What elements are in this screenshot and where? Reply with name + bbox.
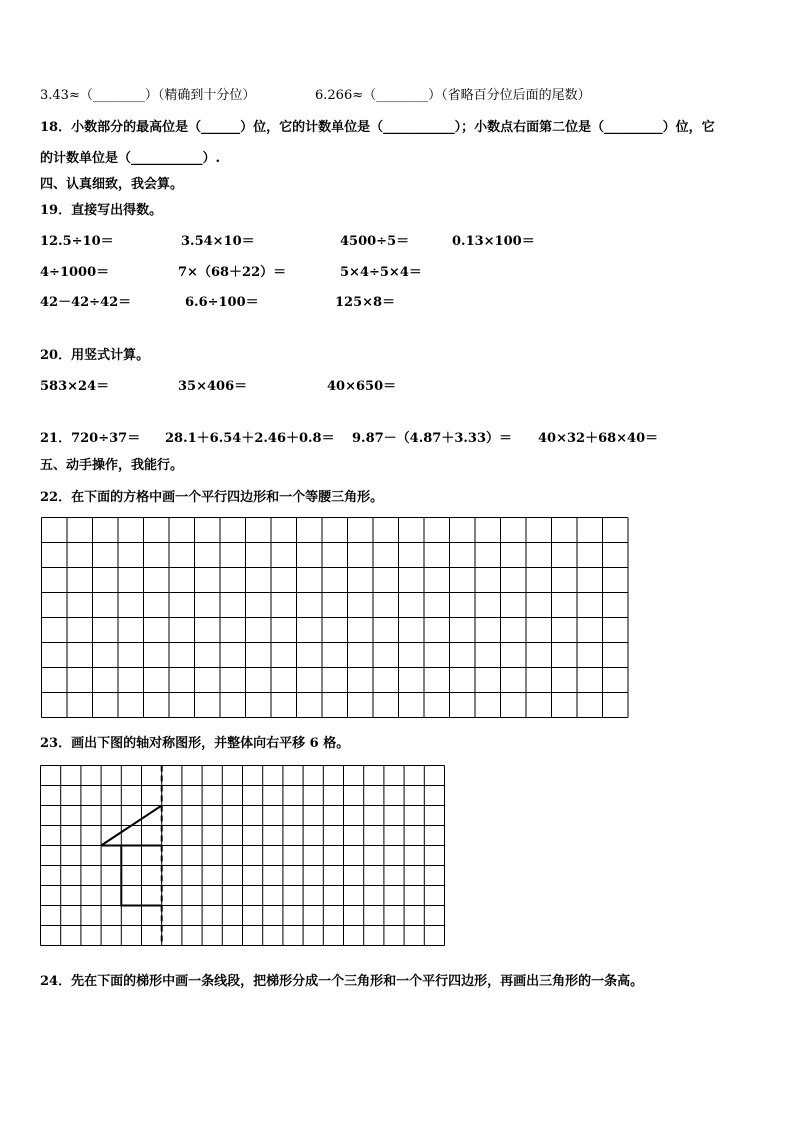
section-4-heading: 四、认真细致，我会算。 xyxy=(40,177,184,192)
q22-grid-svg xyxy=(41,517,629,719)
q21-item-1: 21．720÷37＝ xyxy=(40,431,141,446)
q20-title: 20．用竖式计算。 xyxy=(40,348,150,363)
section-5-heading: 五、动手操作，我能行。 xyxy=(40,458,184,473)
q19-r2-c2: 7×（68＋22）＝ xyxy=(178,265,287,280)
q23-grid xyxy=(40,765,448,948)
q19-r1-c4: 0.13×100＝ xyxy=(452,234,535,249)
q21-item-3: 9.87－（4.87＋3.33）＝ xyxy=(352,431,512,446)
q24-title: 24．先在下面的梯形中画一条线段，把梯形分成一个三角形和一个平行四边形，再画出三角形的一条高。 xyxy=(40,974,644,989)
q17-a-expression: 3.43≈（________）（精确到十分位） xyxy=(40,88,256,103)
q19-r1-c1: 12.5÷10＝ xyxy=(40,234,114,249)
q21-item-2: 28.1＋6.54＋2.46＋0.8＝ xyxy=(165,431,335,446)
q17-b-expression: 6.266≈（________）（省略百分位后面的尾数） xyxy=(315,88,591,103)
q22-title: 22．在下面的方格中画一个平行四边形和一个等腰三角形。 xyxy=(40,490,384,505)
q19-r2-c3: 5×4÷5×4＝ xyxy=(340,265,422,280)
q18-line1: 18．小数部分的最高位是（______）位，它的计数单位是（___________）；小数点右面第二位是（_________）位，它 xyxy=(40,120,715,135)
q21-item-4: 40×32＋68×40＝ xyxy=(538,431,659,446)
q18-line2: 的计数单位是（___________）. xyxy=(40,151,221,166)
q19-title: 19．直接写出得数。 xyxy=(40,203,163,218)
q23-title: 23．画出下图的轴对称图形，并整体向右平移 6 格。 xyxy=(40,736,350,751)
q20-item-3: 40×650＝ xyxy=(327,379,397,394)
q19-r3-c1: 42－42÷42＝ xyxy=(40,295,132,310)
q19-r3-c2: 6.6÷100＝ xyxy=(185,295,259,310)
q19-r1-c2: 3.54×10＝ xyxy=(181,234,255,249)
q19-r1-c3: 4500÷5＝ xyxy=(340,234,410,249)
q23-grid-svg xyxy=(40,765,448,948)
q19-r2-c1: 4÷1000＝ xyxy=(40,265,110,280)
q20-item-2: 35×406＝ xyxy=(178,379,248,394)
q22-grid xyxy=(41,517,629,719)
q20-item-1: 583×24＝ xyxy=(40,379,110,394)
q19-r3-c3: 125×8＝ xyxy=(335,295,396,310)
